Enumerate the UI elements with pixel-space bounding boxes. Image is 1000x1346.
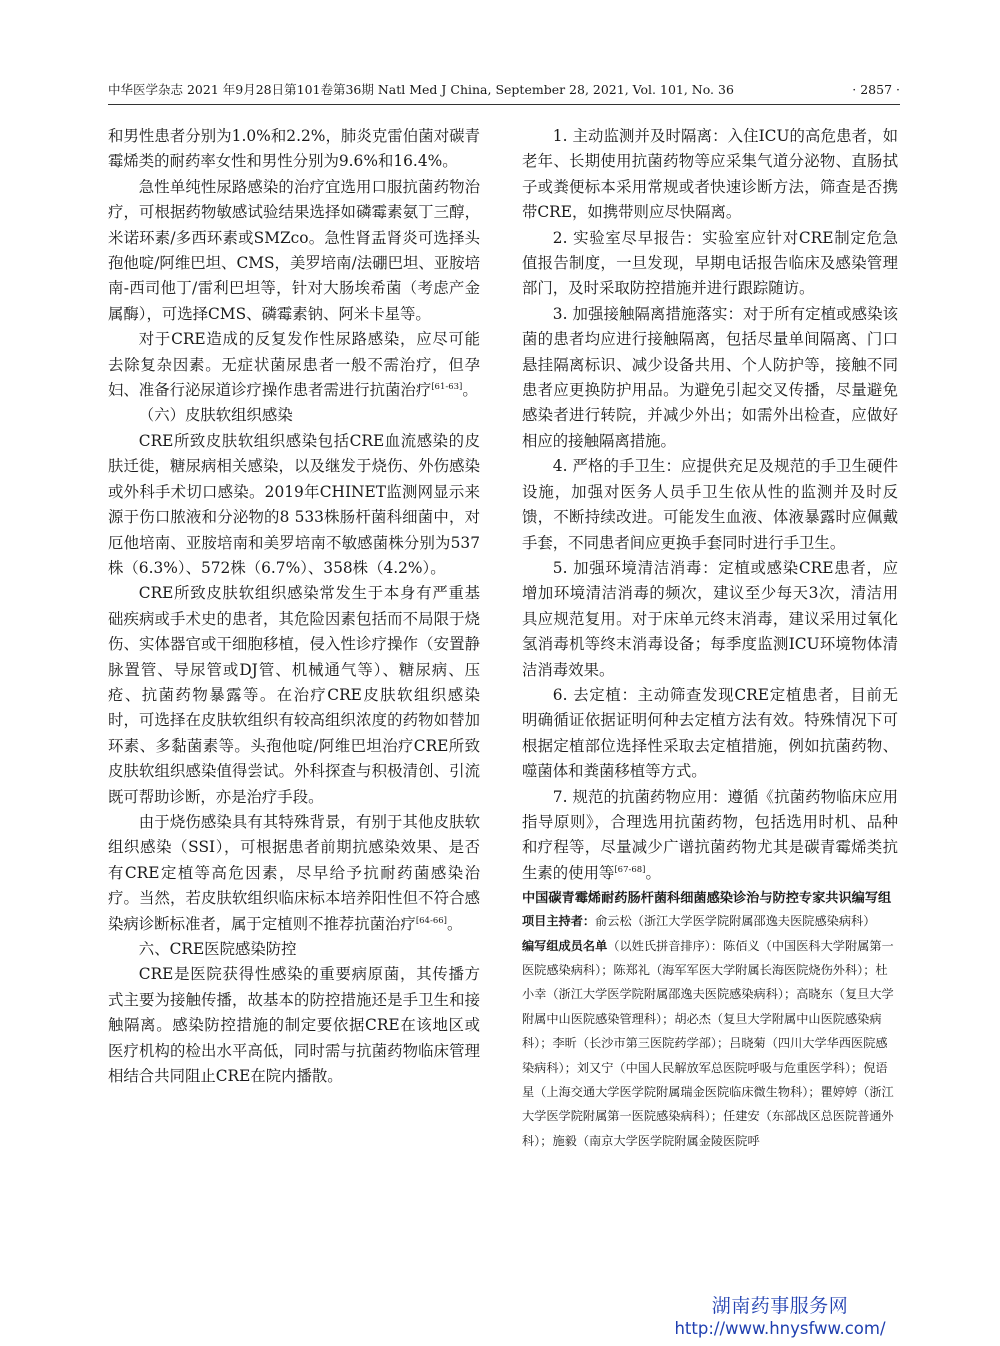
paragraph-text: 由于烧伤感染具有其特殊背景，有别于其他皮肤软组织感染（SSI），可根据患者前期抗感染效果、是否有CRE定植等高危因素，尽早给予抗耐药菌感染治疗。当然，若皮肤软组织临床标本培养阳性但不符合感染病诊断标准者，属于定植则不推荐抗菌治疗 (108, 812, 480, 933)
paragraph-end: 。 (446, 914, 463, 933)
measure-hand-hygiene: 4. 严格的手卫生：应提供充足及规范的手卫生硬件设施，加强对医务人员手卫生依从性的监测并及时反馈，不断持续改进。可能发生血液、体液暴露时应佩戴手套，不同患者间应更换手套同时进行手卫生。 (522, 457, 898, 552)
citation-ref: [67-68] (614, 864, 646, 875)
paragraph-text: 对于CRE造成的反复发作性尿路感染，应尽可能去除复杂因素。无症状菌尿患者一般不需治疗，但孕妇、准备行泌尿道诊疗操作患者需进行抗菌治疗 (108, 330, 480, 400)
paragraph-burn-infection (108, 810, 480, 937)
watermark-title: 湖南药事服务网 (711, 1295, 849, 1317)
section-heading-skin: （六）皮肤软组织感染 (138, 406, 293, 425)
measure-lab-report: 2. 实验室尽早报告：实验室应针对CRE制定危急值报告制度，一旦发现，早期电话报告临床及感染管理部门，及时采取防控措施并进行跟踪随访。 (522, 228, 898, 298)
paragraph-recurrent-uti (108, 327, 480, 403)
paragraph-risk-factors: CRE所致皮肤软组织感染常发生于本身有严重基础疾病或手术史的患者，其危险因素包括而不局限于烧伤、实体器官或干细胞移植，侵入性诊疗操作（安置静脉置管、导尿管或DJ管、机械通气等）、糖尿病、压疮、抗菌药物暴露等。在治疗CRE皮肤软组织感染时，可选择在皮肤软组织有较高组织浓度的药物如替加环素、多黏菌素等。头孢他啶/阿维巴坦治疗CRE所致皮肤软组织感染值得尝试。外科探查与积极清创、引流既可帮助诊断，亦是治疗手段。 (108, 584, 480, 806)
members-label: 编写组成员名单 (522, 938, 608, 953)
paragraph-prevention-intro: CRE是医院获得性感染的重要病原菌，其传播方式主要为接触传播，故基本的防控措施还是手卫生和接触隔离。感染防控措施的制定要依据CRE在该地区或医疗机构的检出水平高低，同时需与抗菌药物临床管理相结合共同阻止CRE在院内播散。 (108, 965, 480, 1086)
paragraph-uti-treatment: 急性单纯性尿路感染的治疗宜选用口服抗菌药物治疗，可根据药物敏感试验结果选择如磷霉素氨丁三醇，米诺环素/多西环素或SMZco。急性肾盂肾炎可选择头孢他啶/阿维巴坦、CMS，美罗培南/法硼巴坦、亚胺培南-西司他丁/雷利巴坦等，针对大肠埃希菌（考虑产金属酶），可选择CMS、磷霉素钠、阿米卡星等。 (108, 177, 480, 323)
running-header (108, 80, 900, 100)
paragraph-resistance-rate: 和男性患者分别为1.0%和2.2%，肺炎克雷伯菌对碳青霉烯类的耐药率女性和男性分别为9.6%和16.4%。 (108, 127, 480, 171)
paragraph-end: 。 (462, 381, 478, 400)
measure-antibiotic-use (522, 785, 898, 887)
host-text: 俞云松（浙江大学医学院附属邵逸夫医院感染病科） (595, 914, 876, 929)
header-rule (108, 104, 900, 105)
left-column (108, 124, 480, 1089)
measure-decolonization: 6. 去定植：主动筛查发现CRE定植患者，目前无明确循证依据证明何种去定植方法有效。特殊情况下可根据定植部位选择性采取去定植措施，例如抗菌药物、噬菌体和粪菌移植等方式。 (522, 685, 898, 781)
watermark-url: http://www.hnysfww.com/ (674, 1319, 886, 1338)
writing-group-title: 中国碳青霉烯耐药肠杆菌科细菌感染诊治与防控专家共识编写组 (522, 891, 892, 907)
page-number: · 2857 · (852, 82, 900, 97)
host-label: 项目主持者： (522, 914, 596, 929)
measure-contact-isolation: 3. 加强接触隔离措施落实：对于所有定植或感染该菌的患者均应进行接触隔离，包括尽量单间隔离、门口悬挂隔离标识、减少设备共用、个人防护等，接触不同患者应更换防护用品。为避免引起交叉传播，尽量避免感染者进行转院，并减少外出；如需外出检查，应做好相应的接触隔离措施。 (522, 304, 898, 450)
paragraph-skin-infection: CRE所致皮肤软组织感染包括CRE血流感染的皮肤迁徙，糖尿病相关感染，以及继发于烧伤、外伤感染或外科手术切口感染。2019年CHINET监测网显示来源于伤口脓液和分泌物的8 533株肠杆菌科细菌中，对厄他培南、亚胺培南和美罗培南不敏感菌株分别为537株（6.3%）、572株（6.7%）、358株（4.2%）。 (108, 431, 480, 577)
measure-environment-cleaning: 5. 加强环境清洁消毒：定植或感染CRE患者，应增加环境清洁消毒的频次，建议至少每天3次，清洁用具应规范复用。对于床单元终末消毒，建议采用过氧化氢消毒机等终末消毒设备；每季度监测ICU环境物体清洁消毒效果。 (522, 558, 898, 679)
paragraph-end: 。 (645, 863, 661, 882)
members-text: （以姓氏拼音排序）：陈佰义（中国医科大学附属第一医院感染病科）；陈郑礼（海军军医大学附属长海医院烧伤外科）；杜小幸（浙江大学医学院附属邵逸夫医院感染病科）；高晓东（复旦大学附属中山医院感染管理科）；胡必杰（复旦大学附属中山医院感染病科）；李昕（长沙市第三医院药学部）；吕晓菊（四川大学华西医院感染病科）；刘又宁（中国人民解放军总医院呼吸与危重医学科）；倪语星（上海交通大学医学院附属瑞金医院临床微生物科）；瞿婷婷（浙江大学医学院附属第一医院感染病科）；任建安（东部战区总医院普通外科）；施毅（南京大学医学院附属金陵医院呼 (522, 938, 894, 1148)
section-heading-prevention: 六、CRE医院感染防控 (138, 940, 297, 958)
right-column (522, 124, 898, 1153)
paragraph-text: 7. 规范的抗菌药物应用：遵循《抗菌药物临床应用指导原则》，合理选用抗菌药物，包括选用时机、品种和疗程等，尽量减少广谱抗菌药物尤其是碳青霉烯类抗生素的使用等 (522, 787, 898, 882)
measure-active-monitoring: 1. 主动监测并及时隔离：入住ICU的高危患者，如老年、长期使用抗菌药物等应采集气道分泌物、直肠拭子或粪便标本采用常规或者快速诊断方法，筛查是否携带CRE，如携带则应尽快隔离。 (522, 127, 898, 222)
citation-ref: [64-66] (415, 915, 447, 926)
project-host (522, 909, 898, 933)
citation-ref: [61-63] (431, 381, 463, 392)
group-members (522, 934, 898, 1154)
journal-citation: 中华医学杂志 2021 年9月28日第101卷第36期 Natl Med J China, September 28, 2021, Vol. 101, No. 36 (108, 82, 734, 97)
watermark (640, 1294, 920, 1340)
